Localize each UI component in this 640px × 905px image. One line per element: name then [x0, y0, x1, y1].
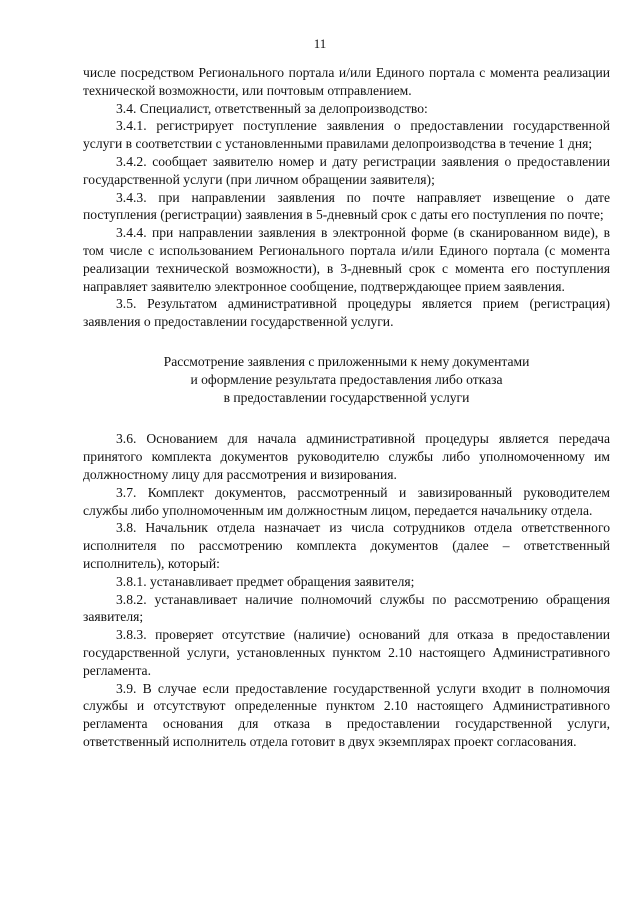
- paragraph-3-8-1: 3.8.1. устанавливает предмет обращения заявителя;: [116, 573, 415, 589]
- paragraph-3-8: 3.8. Начальник отдела назначает из числа сотрудников отдела ответственного исполнителя по рассмотрению комплекта документов (далее – ответственный исполнитель), который:: [83, 520, 610, 571]
- paragraph-3-7: 3.7. Комплект документов, рассмотренный и завизированный руководителем службы либо уполномоченным им должностным лицом, передается начальнику отдела.: [83, 484, 610, 518]
- section-heading: [83, 353, 610, 406]
- page-number: 11: [313, 36, 327, 51]
- paragraph-3-4-4: 3.4.4. при направлении заявления в электронной форме (в сканированном виде), в том числе с использованием Регионального портала и/или Единого портала (с момента реализации технической возможности), в 3-дневный срок с момента его поступления направляет заявителю электронное сообщение, подтверждающее прием заявления.: [83, 225, 610, 294]
- paragraph-continuation: числе посредством Регионального портала и/или Единого портала с момента реализации технической возможности, или почтовым отправлением.: [83, 65, 610, 98]
- paragraph-3-4-3: 3.4.3. при направлении заявления по почте направляет извещение о дате поступления (регистрации) заявления в 5-дневный срок с даты его поступления по почте;: [83, 189, 610, 223]
- document-body: [83, 64, 610, 751]
- paragraph-3-4-1: 3.4.1. регистрирует поступление заявления о предоставлении государственной услуги в соответствии с установленными правилами делопроизводства в течение 1 дня;: [83, 118, 610, 152]
- section-heading-line-1: Рассмотрение заявления с приложенными к нему документами: [163, 353, 530, 369]
- paragraph-3-8-2: 3.8.2. устанавливает наличие полномочий службы по рассмотрению обращения заявителя;: [83, 591, 610, 625]
- paragraph-3-6: 3.6. Основанием для начала административной процедуры является передача принятого комплекта документов руководителю службы либо уполномоченному им должностному лицу для рассмотрения и визирования.: [83, 431, 610, 482]
- section-heading-line-3: в предоставлении государственной услуги: [223, 389, 470, 405]
- paragraph-3-8-3: 3.8.3. проверяет отсутствие (наличие) оснований для отказа в предоставлении государственной услуги, установленных пунктом 2.10 настоящего Административного регламента.: [83, 627, 610, 678]
- section-heading-line-2: и оформление результата предоставления либо отказа: [190, 371, 503, 387]
- paragraph-3-4-2: 3.4.2. сообщает заявителю номер и дату регистрации заявления о предоставлении государственной услуги (при личном обращении заявителя);: [83, 153, 610, 187]
- paragraph-3-5: 3.5. Результатом административной процедуры является прием (регистрация) заявления о предоставлении государственной услуги.: [83, 296, 610, 330]
- paragraph-3-9: 3.9. В случае если предоставление государственной услуги входит в полномочия службы и отсутствуют определенные пунктом 2.10 настоящего Административного регламента основания для отказа в предоставлении государственной услуги, ответственный исполнитель отдела готовит в двух экземплярах проект согласования.: [83, 680, 610, 749]
- paragraph-3-4: 3.4. Специалист, ответственный за делопроизводство:: [116, 100, 428, 116]
